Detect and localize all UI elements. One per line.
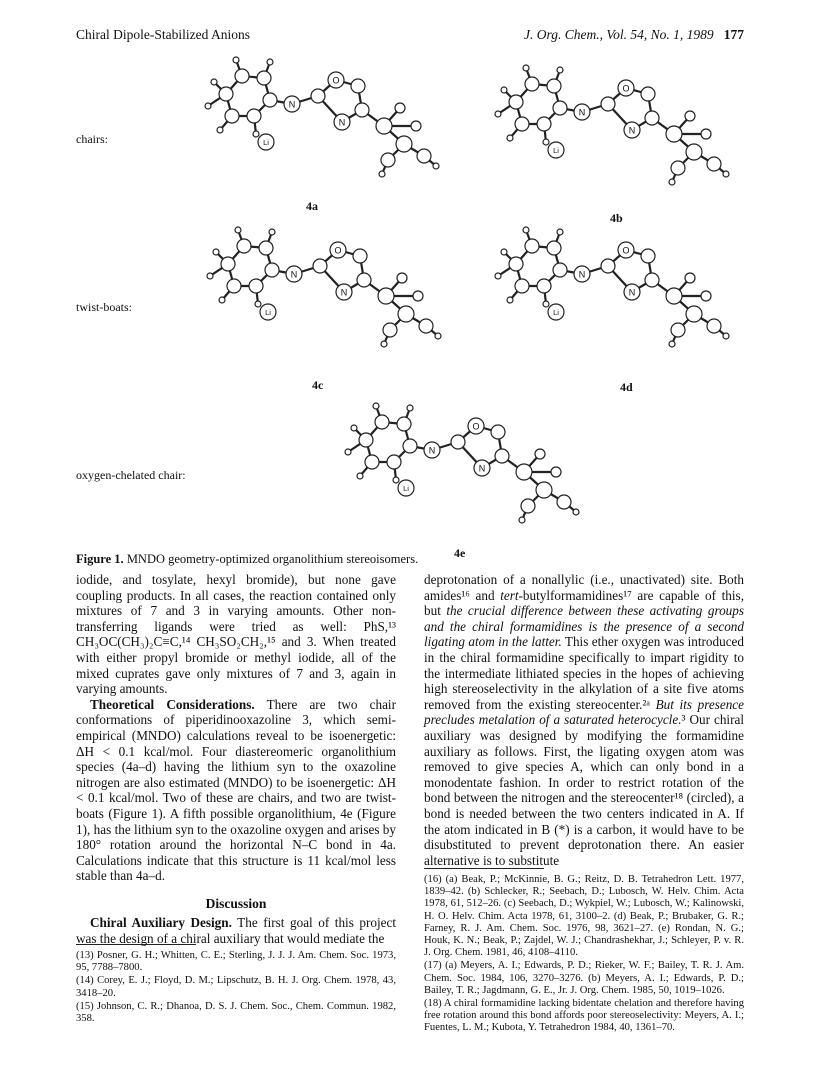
footnote-13: (13) Posner, G. H.; Whitten, C. E.; Sterling, J. J. J. Am. Chem. Soc. 1973, 95, 7788–7800.: [76, 950, 396, 974]
atom-label-4a-14: O: [332, 75, 340, 86]
atom-4a-1: [235, 69, 249, 83]
atom-4d-1: [525, 239, 539, 253]
journal-name: J. Org. Chem., Vol. 54, No. 1, 1989: [524, 27, 714, 42]
atom-4c-10: [255, 301, 261, 307]
left-column: [76, 572, 396, 947]
paragraph-cuprates: iodide, and tosylate, hexyl bromide), but none gave coupling products. In all cases, the reaction contained only mixtures of 7 and 3 in varying amounts. Other non-transferring ligands were tried as well: PhS,¹³ CH₃OC(CH₃)₂C≡C,¹⁴ CH₃SO₂CH₂,¹⁵ and 3. When treated with either propyl bromide or methyl iodide, all of the mixed cuprates gave only mixtures of 7 and 3, again in varying amounts.: [76, 572, 396, 697]
caption-label: Figure 1.: [76, 552, 124, 566]
atom-4c-2: [259, 241, 273, 255]
atom-4e-4: [387, 455, 401, 469]
atom-4e-23: [551, 467, 561, 477]
atom-4d-8: [557, 229, 563, 235]
structure-label-4b: 4b: [610, 211, 623, 225]
atom-4d-4: [537, 279, 551, 293]
atom-4b-8: [557, 67, 563, 73]
chiral-auxiliary-heading: Chiral Auxiliary Design.: [90, 915, 232, 931]
atom-4e-0: [359, 433, 373, 447]
structure-label-4e: 4e: [454, 546, 466, 560]
atom-4d-7: [523, 227, 529, 233]
atom-4a-5: [225, 109, 239, 123]
caption-text: MNDO geometry-optimized organolithium stereoisomers.: [126, 552, 419, 566]
atom-4b-15: [641, 87, 655, 101]
text-run: This ether oxygen was introduced in the chiral formamidine specifically to impart rigidity to the intermediate lithiated species in the hopes of achieving high stereoselectivity in the alkylation of a site five atoms removed from the existing stereocenter.²ᵃ: [424, 634, 744, 712]
structure-label-4d: 4d: [620, 380, 633, 394]
atom-4a-10: [253, 131, 259, 137]
atom-4b-1: [525, 77, 539, 91]
row-label-oxygen-chelated: oxygen-chelated chair:: [76, 468, 186, 482]
atom-label-4c-12: N: [290, 269, 298, 280]
atom-4e-19: [535, 449, 545, 459]
atom-4a-20: [396, 136, 412, 152]
running-title: Chiral Dipole-Stabilized Anions: [76, 27, 250, 42]
atom-4d-11: [495, 273, 501, 279]
lithium-label-4e: Li: [403, 484, 409, 493]
text-run: deprotonation of a nonallylic (i.e., unactivated) site. Both amides¹⁶ and: [424, 572, 744, 603]
atom-4d-25: [723, 333, 729, 339]
theoretical-text: There are two chair conformations of piperidinooxazoline 3, which semi-empirical (MNDO) calculations reveal to be isoenergetic: ΔH < 0.1 kcal/mol. Four diastereomeric organolithium species (4a–d) having the lithium syn to the oxazoline nitrogen are also estimated (MNDO) to be isoenergetic: ΔH < 0.1 kcal/mol. Two of these are chairs, and two are twist-boats (Figure 1). A fifth possible organolithium, 4e (Figure 1), has the lithium syn to the oxazoline oxygen and arises by 180° rotation around the horizontal N–C bond in 4a. Calculations indicate that this structure is 11 kcal/mol less stable than 4a–d.: [76, 696, 396, 884]
atom-4a-8: [267, 59, 273, 65]
atom-4d-23: [701, 291, 711, 301]
atom-4a-19: [395, 103, 405, 113]
figure-1: [76, 46, 744, 558]
atom-4a-16: [355, 103, 369, 117]
atom-4e-11: [345, 449, 351, 455]
atom-4d-15: [641, 249, 655, 263]
atom-4b-7: [523, 65, 529, 71]
lithium-label-4d: Li: [553, 308, 559, 317]
atom-4b-25: [723, 171, 729, 177]
footnote-rule-left: [76, 944, 196, 945]
atom-4d-22: [707, 319, 721, 333]
atom-4e-20: [536, 482, 552, 498]
footnote-rule-right: [424, 868, 544, 869]
atom-label-4e-12: N: [428, 445, 436, 456]
paragraph-chiral-auxiliary: [76, 915, 396, 946]
atom-4b-11: [495, 111, 501, 117]
atom-4c-7: [235, 227, 241, 233]
atom-4c-16: [357, 273, 371, 287]
atom-4e-25: [573, 509, 579, 515]
atom-4a-24: [379, 171, 385, 177]
atom-4a-9: [217, 127, 223, 133]
atom-label-4b-17: N: [628, 125, 636, 136]
chiral-auxiliary-text: The first goal of this project was the design of a chiral auxiliary that would mediate the: [76, 915, 396, 947]
atom-4b-4: [537, 117, 551, 131]
atom-4c-5: [227, 279, 241, 293]
atom-4b-10: [543, 139, 549, 145]
atom-4e-1: [375, 415, 389, 429]
atom-4c-8: [269, 229, 275, 235]
page-number: 177: [723, 27, 744, 42]
lithium-label-4a: Li: [263, 138, 269, 147]
theoretical-heading: Theoretical Considerations.: [90, 696, 255, 712]
atom-4b-24: [669, 179, 675, 185]
atom-4e-24: [519, 517, 525, 523]
atom-4b-16: [645, 111, 659, 125]
footnotes-right: [424, 874, 744, 1035]
atom-4e-13: [451, 435, 465, 449]
footnote-16: (16) (a) Beak, P.; McKinnie, B. G.; Reitz, D. B. Tetrahedron Lett. 1977, 1839–42. (b) Schlecker, R.; Seebach, D.; Lubosch, W. Helv. Chim. Acta 1978, 61, 512–26. (c) Seebach, D.; Wykpiel, W.; Lubosch, W.; Kalinowski, H. O. Helv. Chim. Acta 1978, 61, 3100–2. (d) Beak, P.; Brubaker, G. R.; Farney, R. J. Am. Chem. Soc. 1976, 98, 3621–27. (e) Rondan, N. G.; Houk, K. N.; Beak, P.; Zajdel, W. J.; Chandrashekhar, J.; Schleyer, P. v. R. J. Org. Chem. 1981, 46, 4108–4110.: [424, 874, 744, 959]
atom-label-4d-12: N: [578, 269, 586, 280]
atom-4d-2: [547, 241, 561, 255]
atom-label-4a-17: N: [338, 117, 346, 128]
atom-4e-5: [365, 455, 379, 469]
atom-4a-18: [376, 118, 392, 134]
atom-4a-4: [247, 109, 261, 123]
paragraph-theoretical: [76, 697, 396, 884]
atom-4a-11: [205, 103, 211, 109]
atom-4a-2: [257, 71, 271, 85]
journal-citation: [524, 27, 744, 43]
lithium-label-4b: Li: [553, 146, 559, 155]
atom-4b-0: [509, 95, 523, 109]
atom-4c-0: [221, 257, 235, 271]
atom-4b-13: [601, 97, 615, 111]
atom-label-4e-17: N: [478, 463, 486, 474]
atom-4d-20: [686, 306, 702, 322]
atom-4b-22: [707, 157, 721, 171]
atom-4a-25: [433, 163, 439, 169]
atom-label-4d-17: N: [628, 287, 636, 298]
atom-4e-9: [357, 473, 363, 479]
atom-4e-16: [495, 449, 509, 463]
text-run-italic: tert: [500, 587, 519, 603]
figure-caption: [76, 552, 418, 567]
atom-label-4a-12: N: [288, 99, 296, 110]
footnote-18: (18) A chiral formamidine lacking bidentate chelation and therefore having free rotation around this bond affords poor stereoselectivity: Meyers, A. I.; Fuentes, L. M.; Kubota, Y. Tetrahedron 1984, 40, 1361–70.: [424, 998, 744, 1034]
atom-4d-9: [507, 297, 513, 303]
atom-4d-3: [553, 263, 567, 277]
atom-label-4c-14: O: [334, 245, 342, 256]
atom-4b-18: [666, 126, 682, 142]
atom-4b-2: [547, 79, 561, 93]
footnotes-left: [76, 950, 396, 1025]
atom-4e-2: [397, 417, 411, 431]
text-run: ³ Our chiral auxiliary was designed by modifying the formamidine auxiliary as follows. First, the ligating oxygen atom was removed to give species A, which can only bond in a monodentate fashion. In order to restrict rotation of the bond between the nitrogen and the stereocenter¹⁸ (circled), a bond is needed between the two centers indicated in A. If the atom indicated in B (*) is a carbon, it would have to be disubstituted to prevent deprotonation there. An easier alternative is to substitute: [424, 712, 745, 868]
atom-4d-0: [509, 257, 523, 271]
atom-label-4b-12: N: [578, 107, 586, 118]
atom-4b-19: [685, 111, 695, 121]
atom-4d-21: [671, 323, 685, 337]
atom-4e-3: [403, 439, 417, 453]
atom-4d-13: [601, 259, 615, 273]
atom-4e-18: [516, 464, 532, 480]
lithium-label-4c: Li: [265, 308, 271, 317]
atom-4b-6: [501, 87, 507, 93]
footnote-14: (14) Corey, E. J.; Floyd, D. M.; Lipschutz, B. H. J. Org. Chem. 1978, 43, 3418–20.: [76, 975, 396, 999]
atom-4e-10: [393, 477, 399, 483]
atom-4c-20: [398, 306, 414, 322]
atom-4e-8: [407, 405, 413, 411]
text-run-italic: But its presence precludes metalation of a saturated heterocycle.: [424, 696, 744, 728]
atom-4c-3: [265, 263, 279, 277]
atom-4c-25: [435, 333, 441, 339]
atom-4d-16: [645, 273, 659, 287]
atom-4a-21: [381, 153, 395, 167]
atom-4c-6: [213, 249, 219, 255]
atom-4c-4: [249, 279, 263, 293]
row-label-twist-boats: twist-boats:: [76, 300, 132, 314]
atom-label-4b-14: O: [622, 83, 630, 94]
section-discussion-heading: Discussion: [205, 895, 267, 911]
atom-4c-24: [381, 341, 387, 347]
atom-4c-22: [419, 319, 433, 333]
atom-4c-19: [397, 273, 407, 283]
atom-label-4c-17: N: [340, 287, 348, 298]
atom-label-4d-14: O: [622, 245, 630, 256]
atom-4a-22: [417, 149, 431, 163]
atom-label-4e-14: O: [472, 421, 480, 432]
row-label-chairs: chairs:: [76, 132, 108, 146]
atom-4a-0: [219, 87, 233, 101]
atom-4a-3: [263, 93, 277, 107]
atom-4e-15: [491, 425, 505, 439]
atom-4e-21: [521, 499, 535, 513]
atom-4b-3: [553, 101, 567, 115]
footnote-15: (15) Johnson, C. R.; Dhanoa, D. S. J. Chem. Soc., Chem. Commun. 1982, 358.: [76, 1000, 396, 1025]
atom-4e-6: [351, 425, 357, 431]
structure-label-4c: 4c: [312, 378, 324, 392]
atom-4a-15: [351, 79, 365, 93]
atom-4d-24: [669, 341, 675, 347]
text-run: -butylformamidines¹⁷ are capable of this, but: [424, 587, 744, 619]
atom-4b-23: [701, 129, 711, 139]
text-run-italic: the crucial difference between these activating groups and the chiral formamidines is the presence of a second ligating atom in the latter.: [424, 603, 745, 650]
atom-4a-7: [233, 57, 239, 63]
atom-4b-21: [671, 161, 685, 175]
atom-4b-5: [515, 117, 529, 131]
atom-4c-13: [313, 259, 327, 273]
paragraph-deprotonation: [424, 572, 744, 868]
atom-4b-9: [507, 135, 513, 141]
atom-4c-21: [383, 323, 397, 337]
atom-4c-9: [219, 297, 225, 303]
atom-4e-7: [373, 403, 379, 409]
atom-4d-10: [543, 301, 549, 307]
atom-4b-20: [686, 144, 702, 160]
atom-4c-11: [207, 273, 213, 279]
atom-4d-18: [666, 288, 682, 304]
atom-4c-1: [237, 239, 251, 253]
atom-4a-13: [311, 89, 325, 103]
atom-4d-5: [515, 279, 529, 293]
atom-4c-15: [353, 249, 367, 263]
atom-4a-23: [411, 121, 421, 131]
atom-4d-6: [501, 249, 507, 255]
right-column: [424, 572, 744, 868]
footnote-17: (17) (a) Meyers, A. I.; Edwards, P. D.; Rieker, W. F.; Bailey, T. R. J. Am. Chem. Soc. 1984, 106, 3270–3276. (b) Meyers, A. I.; Edwards, P. D.; Bailey, T. R.; Jagdmann, G. E., Jr. J. Org. Chem. 1985, 50, 1019–1026.: [424, 960, 744, 996]
atom-4a-6: [211, 79, 217, 85]
atom-4c-18: [378, 288, 394, 304]
atom-4c-23: [413, 291, 423, 301]
atom-4d-19: [685, 273, 695, 283]
atom-4e-22: [557, 495, 571, 509]
structure-label-4a: 4a: [306, 199, 318, 213]
